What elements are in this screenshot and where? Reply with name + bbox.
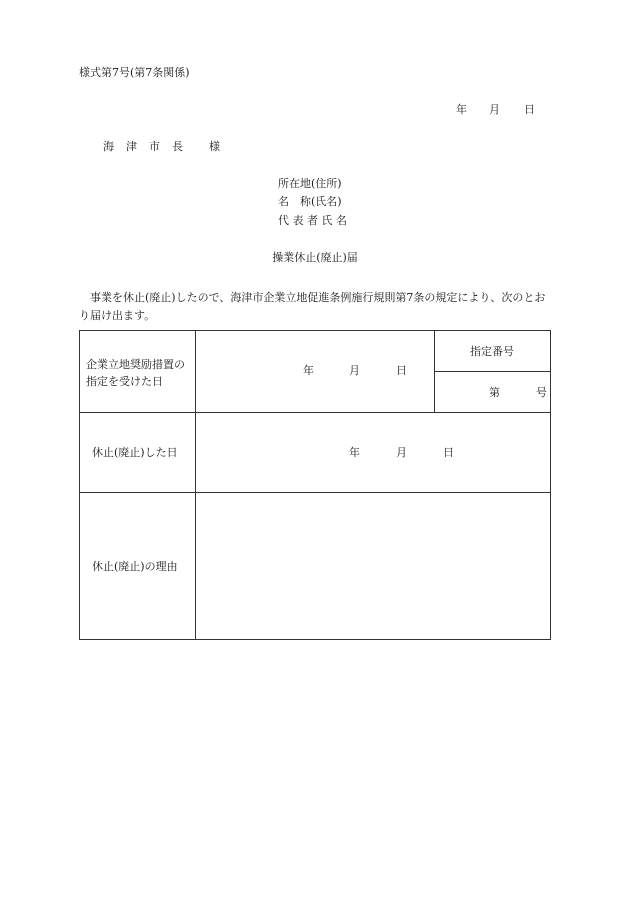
sender-name-label: 名 称(氏名)	[278, 195, 342, 208]
addressee-char: 市	[149, 140, 160, 153]
addressee-char: 津	[126, 140, 137, 153]
form-number: 様式第7号(第7条関係)	[79, 66, 190, 79]
designation-number-prefix: 第	[489, 386, 500, 399]
sender-representative-label: 代 表 者 氏 名	[278, 214, 347, 227]
form-table	[79, 330, 551, 640]
addressee-char: 様	[209, 140, 220, 153]
designation-date-label-line2: 指定を受けた日	[86, 375, 163, 388]
document-title: 操業休止(廃止)届	[272, 251, 358, 264]
designation-date-label-line1: 企業立地奨励措置の	[86, 358, 185, 371]
suspension-month-label: 月	[396, 446, 407, 459]
suspension-date-label: 休止(廃止)した日	[92, 446, 178, 459]
suspension-reason-label: 休止(廃止)の理由	[92, 560, 178, 573]
date-day-label: 日	[524, 103, 535, 116]
designation-month-label: 月	[349, 364, 360, 377]
designation-number-suffix: 号	[536, 386, 547, 399]
date-month-label: 月	[489, 103, 500, 116]
body-text: 事業を休止(廃止)したので、海津市企業立地促進条例施行規則第7条の規定により、次のとおり届け出ます。	[79, 291, 546, 322]
suspension-day-label: 日	[443, 446, 454, 459]
addressee-char: 海	[103, 140, 114, 153]
designation-day-label: 日	[396, 364, 407, 377]
designation-year-label: 年	[303, 364, 314, 377]
suspension-year-label: 年	[349, 446, 360, 459]
sender-address-label: 所在地(住所)	[278, 177, 342, 190]
addressee-char: 長	[172, 140, 183, 153]
date-year-label: 年	[456, 103, 467, 116]
designation-number-header: 指定番号	[470, 345, 514, 358]
